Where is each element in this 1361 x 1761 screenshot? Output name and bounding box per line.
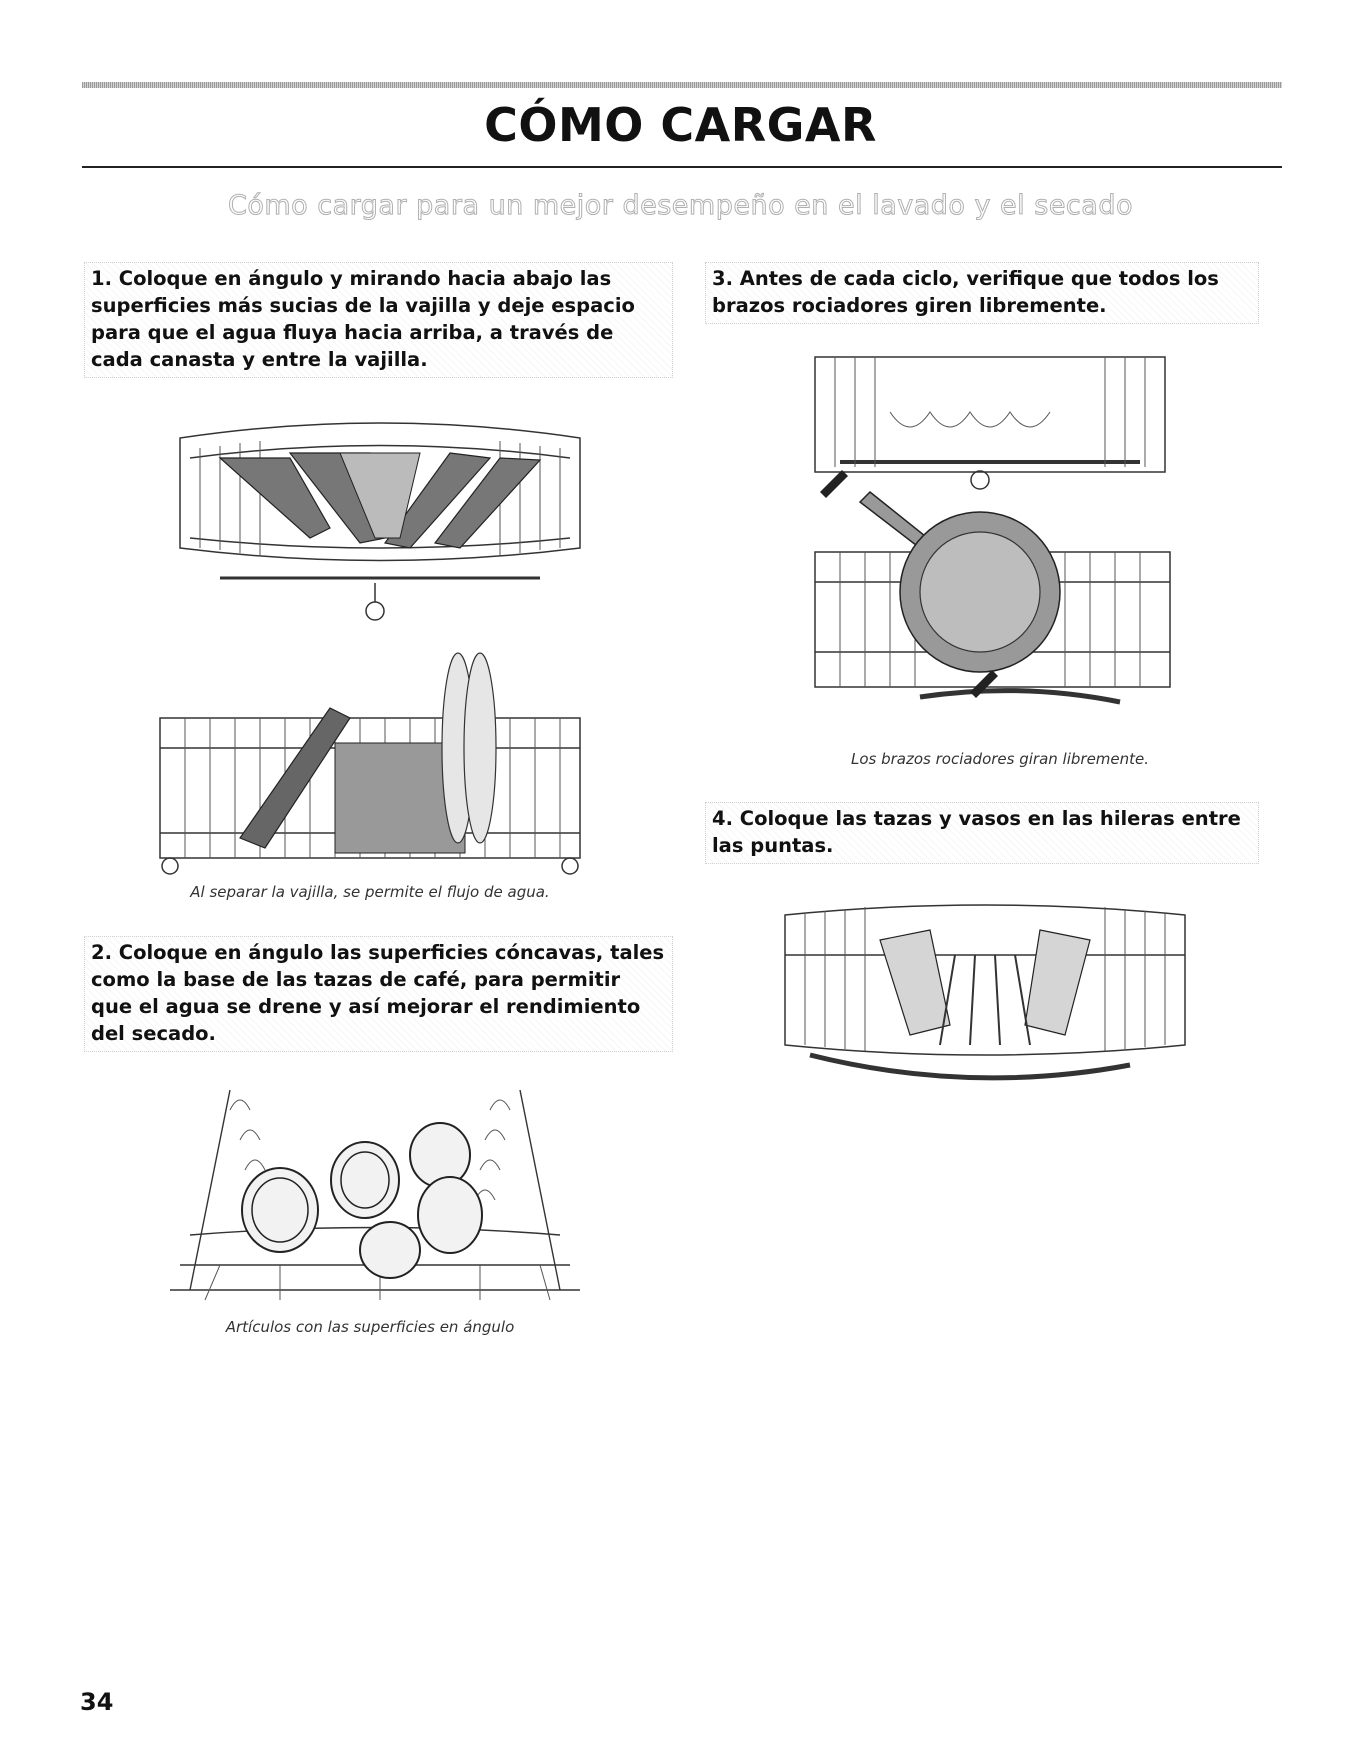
step-4-text: 4. Coloque las tazas y vasos en las hileras entre las puntas. [705, 802, 1259, 864]
page-title: CÓMO CARGAR [484, 98, 877, 152]
upper-rack-angled-dishes-illustration [160, 398, 600, 630]
caption-spray-arms: Los brazos rociadores giran libremente. [850, 750, 1150, 768]
title-rule [82, 166, 1282, 168]
step-3-text: 3. Antes de cada ciclo, verifique que todos los brazos rociadores giren libremente. [705, 262, 1259, 324]
cups-between-tines-illustration [770, 895, 1200, 1095]
page-number: 34 [80, 1688, 114, 1716]
step-2-text: 2. Coloque en ángulo las superficies cóncavas, tales como la base de las tazas de café, para permitir que el agua se drene y así mejorar el rendimiento del secado. [84, 936, 673, 1052]
lower-rack-separated-dishes-illustration [140, 648, 600, 878]
caption-separate-dishes: Al separar la vajilla, se permite el flujo de agua. [190, 883, 550, 901]
top-rule [82, 82, 1282, 88]
spray-arms-illustration [800, 352, 1180, 727]
step-1-text: 1. Coloque en ángulo y mirando hacia abajo las superficies más sucias de la vajilla y deje espacio para que el agua fluya hacia arriba, a través de cada canasta y entre la vajilla. [84, 262, 673, 378]
page-subtitle: Cómo cargar para un mejor desempeño en el lavado y el secado [228, 190, 1133, 221]
caption-angled-items: Artículos con las superficies en ángulo [225, 1318, 515, 1336]
rack-with-angled-cups-illustration [150, 1050, 600, 1305]
